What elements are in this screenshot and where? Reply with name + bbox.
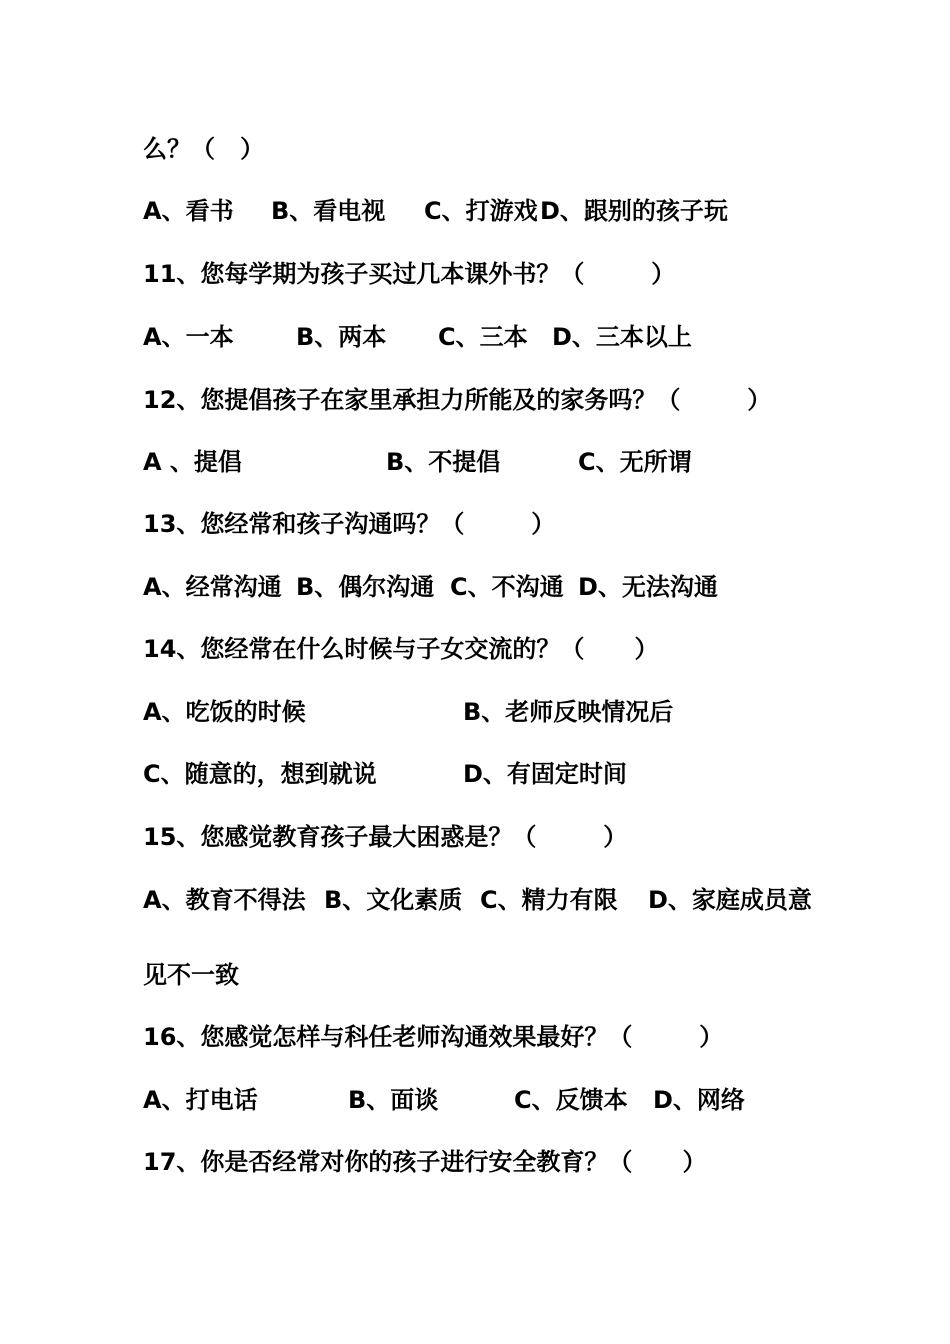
option-b: B、文化素质	[324, 886, 463, 914]
option-c: C、随意的，想到就说	[143, 760, 377, 788]
option-b: B、不提倡	[386, 448, 501, 476]
question-text: 16、您感觉怎样与科任老师沟通效果最好？（ ）	[143, 1023, 724, 1051]
option-b: B、面谈	[348, 1086, 439, 1114]
option-a: A、教育不得法	[143, 886, 306, 914]
question-text: 13、您经常和孩子沟通吗？（ ）	[143, 510, 556, 538]
option-d: D、家庭成员意	[648, 886, 812, 914]
option-d: D、三本以上	[552, 323, 692, 351]
option-a: A、经常沟通	[143, 573, 282, 601]
option-b: B、老师反映情况后	[463, 698, 674, 726]
option-c: C、无所谓	[578, 448, 692, 476]
option-d: D、网络	[653, 1086, 745, 1114]
option-d-continuation: 见不一致	[143, 961, 239, 989]
question-text: 么？（ ）	[143, 135, 265, 163]
option-d: D、无法沟通	[578, 573, 718, 601]
option-c: C、不沟通	[450, 573, 564, 601]
question-text: 11、您每学期为孩子买过几本课外书？（ ）	[143, 260, 676, 288]
option-c: C、反馈本	[514, 1086, 628, 1114]
question-text: 15、您感觉教育孩子最大困惑是？（ ）	[143, 823, 628, 851]
option-a: A、一本	[143, 323, 234, 351]
option-a: A、打电话	[143, 1086, 258, 1114]
option-a: A 、提倡	[143, 448, 242, 476]
option-c: C、精力有限	[480, 886, 618, 914]
question-text: 14、您经常在什么时候与子女交流的？（ ）	[143, 635, 659, 663]
option-a: A、看书	[143, 197, 234, 225]
option-a: A、吃饭的时候	[143, 698, 306, 726]
option-c: C、打游戏	[424, 197, 538, 225]
question-text: 17、你是否经常对你的孩子进行安全教育？（ ）	[143, 1148, 707, 1176]
option-b: B、偶尔沟通	[296, 573, 435, 601]
option-b: B、两本	[296, 323, 387, 351]
option-b: B、看电视	[271, 197, 386, 225]
question-17	[143, 1147, 707, 1237]
question-text: 12、您提倡孩子在家里承担力所能及的家务吗？（ ）	[143, 386, 772, 414]
option-c: C、三本	[438, 323, 528, 351]
option-d: D、跟别的孩子玩	[540, 197, 728, 225]
option-d: D、有固定时间	[463, 760, 627, 788]
